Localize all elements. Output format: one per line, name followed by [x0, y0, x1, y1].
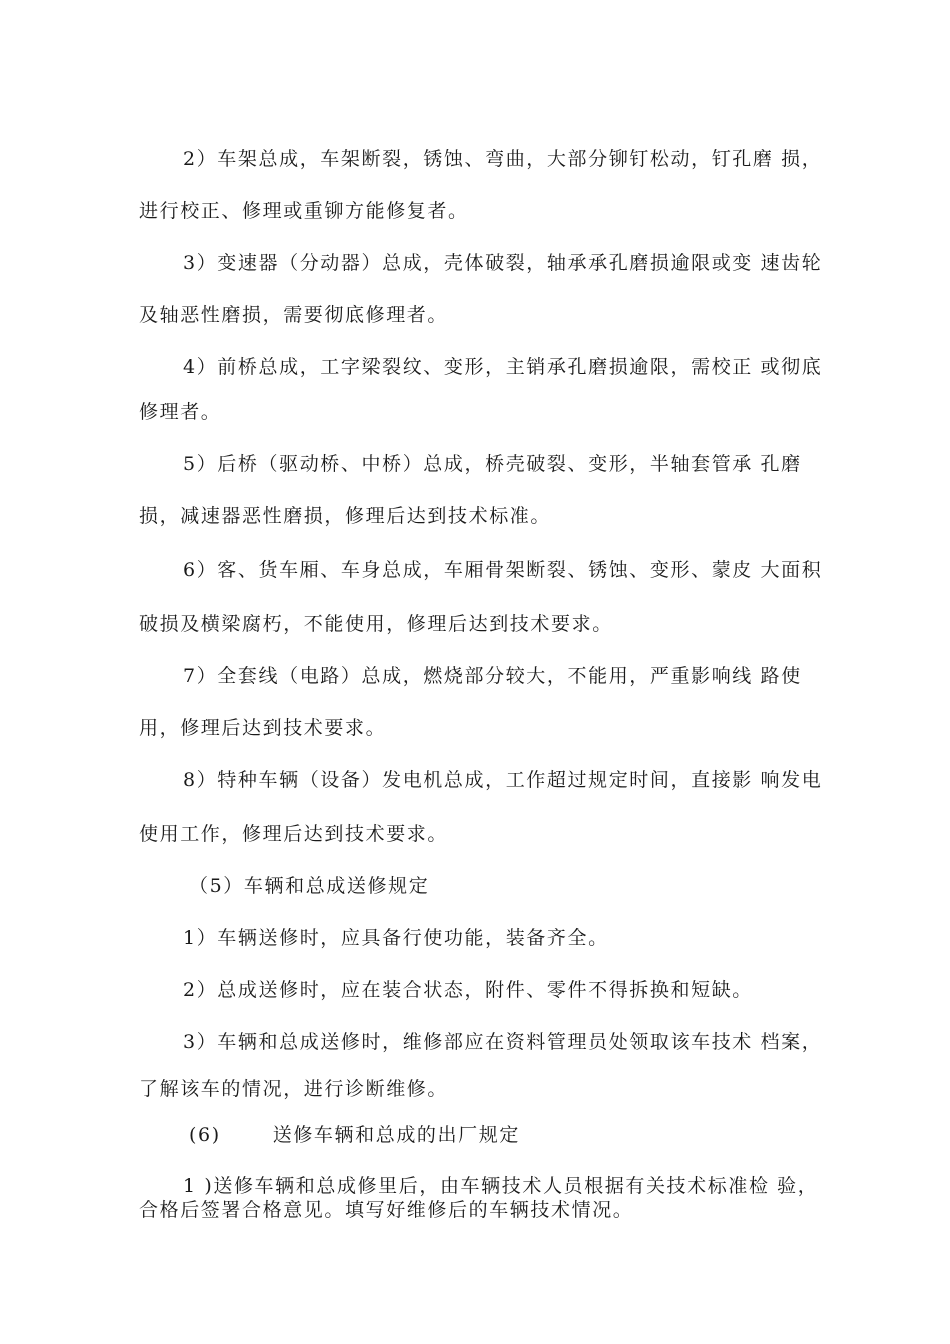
- paragraph-line: 及轴恶性磨损，需要彻底修理者。: [139, 304, 449, 326]
- paragraph-line: 3）变速器（分动器）总成，壳体破裂，轴承承孔磨损逾限或变 速齿轮: [183, 252, 823, 274]
- paragraph-line: 使用工作，修理后达到技术要求。: [139, 823, 449, 845]
- paragraph-line: 进行校正、修理或重铆方能修复者。: [139, 200, 469, 222]
- paragraph-line: 用，修理后达到技术要求。: [139, 717, 387, 739]
- paragraph-line: 1 )送修车辆和总成修里后，由车辆技术人员根据有关技术标准检 验，: [183, 1175, 819, 1197]
- section-heading-6: [0, 1122, 950, 1148]
- section-heading-5: （5）车辆和总成送修规定: [189, 875, 430, 897]
- paragraph-line: 6）客、货车厢、车身总成，车厢骨架断裂、锈蚀、变形、蒙皮 大面积: [183, 559, 823, 581]
- paragraph-line: 3）车辆和总成送修时，维修部应在资料管理员处领取该车技术 档案，: [183, 1031, 823, 1053]
- paragraph-line: 7）全套线（电路）总成，燃烧部分较大，不能用，严重影响线 路使: [183, 665, 802, 687]
- paragraph-line: 合格后签署合格意见。填写好维修后的车辆技术情况。: [139, 1199, 634, 1221]
- paragraph-line: 2）车架总成，车架断裂，锈蚀、弯曲，大部分铆钉松动，钉孔磨 损，: [183, 148, 823, 170]
- paragraph-line: 了解该车的情况，进行诊断维修。: [139, 1078, 449, 1100]
- heading-number: (6): [189, 1124, 221, 1146]
- paragraph-line: 破损及横梁腐朽，不能使用，修理后达到技术要求。: [139, 613, 613, 635]
- heading-text: 送修车辆和总成的出厂规定: [272, 1124, 520, 1146]
- paragraph-line: 修理者。: [139, 401, 222, 423]
- paragraph-line: 损，减速器恶性磨损，修理后达到技术标准。: [139, 505, 552, 527]
- paragraph-line: 5）后桥（驱动桥、中桥）总成，桥壳破裂、变形，半轴套管承 孔磨: [183, 453, 802, 475]
- paragraph-line: 4）前桥总成，工字梁裂纹、变形，主销承孔磨损逾限，需校正 或彻底: [183, 356, 823, 378]
- paragraph-line: 1）车辆送修时，应具备行使功能，装备齐全。: [183, 927, 609, 949]
- paragraph-line: 8）特种车辆（设备）发电机总成，工作超过规定时间，直接影 响发电: [183, 769, 823, 791]
- paragraph-line: 2）总成送修时，应在装合状态，附件、零件不得拆换和短缺。: [183, 979, 753, 1001]
